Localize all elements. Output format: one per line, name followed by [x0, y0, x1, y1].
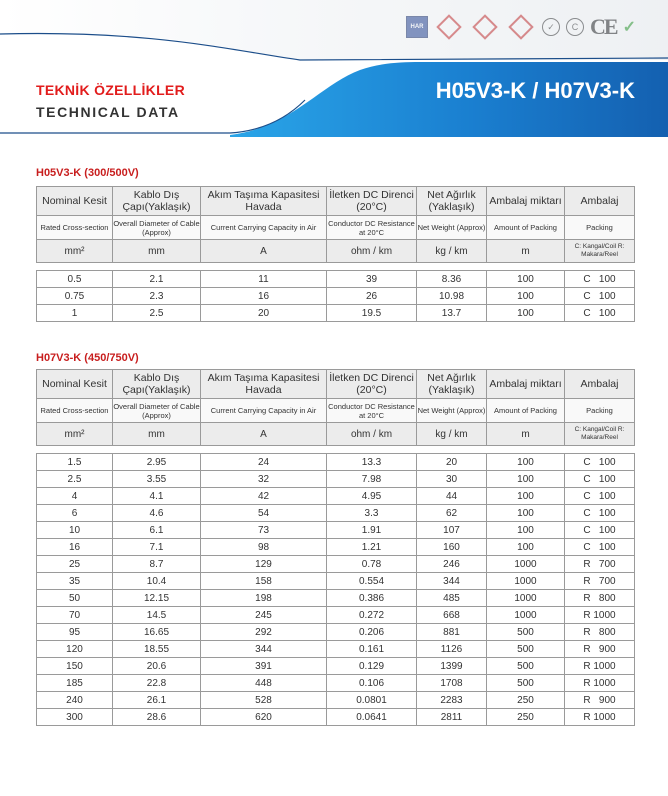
column-unit: mm² — [37, 423, 113, 446]
table-cell: C 100 — [565, 505, 635, 522]
table-body — [37, 271, 635, 322]
column-subheader: Packing — [565, 399, 635, 423]
table-row — [37, 556, 635, 573]
column-unit: mm² — [37, 240, 113, 263]
column-unit: m — [487, 423, 565, 446]
column-header: İletken DC Direnci (20°C) — [327, 370, 417, 399]
header-banner — [0, 0, 668, 150]
table-cell: 0.75 — [37, 288, 113, 305]
table-cell: 0.272 — [327, 607, 417, 624]
table-cell: 98 — [201, 539, 327, 556]
column-subheader: Current Carrying Capacity in Air — [201, 399, 327, 423]
table-row — [37, 658, 635, 675]
table-cell: 2.95 — [113, 454, 201, 471]
table-row — [37, 271, 635, 288]
table-row — [37, 607, 635, 624]
title-turkish: TEKNİK ÖZELLİKLER — [36, 82, 185, 98]
table-cell: R 900 — [565, 692, 635, 709]
table-cell: 18.55 — [113, 641, 201, 658]
table-cell: 120 — [37, 641, 113, 658]
table-cell: 44 — [417, 488, 487, 505]
table-row — [37, 305, 635, 322]
table-cell: 26.1 — [113, 692, 201, 709]
table-cell: 2.5 — [113, 305, 201, 322]
table-cell: 1399 — [417, 658, 487, 675]
column-subheader: Amount of Packing — [487, 216, 565, 240]
column-header: Nominal Kesit — [37, 187, 113, 216]
table-cell: R 1000 — [565, 658, 635, 675]
table-cell: R 1000 — [565, 607, 635, 624]
column-subheader: Rated Cross-section — [37, 216, 113, 240]
table-cell: 2.5 — [37, 471, 113, 488]
table-cell: 26 — [327, 288, 417, 305]
table-row — [37, 709, 635, 726]
table-cell: 1708 — [417, 675, 487, 692]
table-cell: 0.206 — [327, 624, 417, 641]
table-cell: C 100 — [565, 271, 635, 288]
table-cell: 100 — [487, 471, 565, 488]
column-unit: A — [201, 240, 327, 263]
column-header: Ambalaj — [565, 370, 635, 399]
table-cell: R 700 — [565, 556, 635, 573]
column-unit: mm — [113, 423, 201, 446]
table-cell: 0.129 — [327, 658, 417, 675]
table-cell: 100 — [487, 539, 565, 556]
table-cell: 500 — [487, 658, 565, 675]
table-row — [37, 454, 635, 471]
table-cell: 19.5 — [327, 305, 417, 322]
column-unit: C: Kangal/Coil R: Makara/Reel — [565, 423, 635, 446]
table-cell: 20.6 — [113, 658, 201, 675]
column-header: Net Ağırlık (Yaklaşık) — [417, 370, 487, 399]
table-cell: 16.65 — [113, 624, 201, 641]
table-cell: 500 — [487, 624, 565, 641]
table-cell: 150 — [37, 658, 113, 675]
table-cell: 100 — [487, 288, 565, 305]
table-cell: 2.1 — [113, 271, 201, 288]
table-cell: C 100 — [565, 539, 635, 556]
table-cell: 73 — [201, 522, 327, 539]
table-cell: C 100 — [565, 471, 635, 488]
table-cell: 100 — [487, 505, 565, 522]
spec-table-h07v3k — [36, 369, 635, 726]
table-cell: 198 — [201, 590, 327, 607]
table-cell: 0.554 — [327, 573, 417, 590]
table-cell: 668 — [417, 607, 487, 624]
table-cell: 62 — [417, 505, 487, 522]
table-cell: 391 — [201, 658, 327, 675]
column-header: Ambalaj miktarı — [487, 187, 565, 216]
table-cell: 4.95 — [327, 488, 417, 505]
column-subheader: Overall Diameter of Cable (Approx) — [113, 399, 201, 423]
table-cell: 100 — [487, 305, 565, 322]
table-cell: 1000 — [487, 607, 565, 624]
table-cell: 22.8 — [113, 675, 201, 692]
table-cell: 35 — [37, 573, 113, 590]
table-cell: 344 — [417, 573, 487, 590]
table-cell: 13.3 — [327, 454, 417, 471]
column-unit: ohm / km — [327, 423, 417, 446]
table-cell: 24 — [201, 454, 327, 471]
table-cell: 2811 — [417, 709, 487, 726]
table-cell: 245 — [201, 607, 327, 624]
table-cell: 881 — [417, 624, 487, 641]
table-cell: 500 — [487, 675, 565, 692]
table-row — [37, 590, 635, 607]
table-cell: 0.5 — [37, 271, 113, 288]
column-header: Kablo Dış Çapı(Yaklaşık) — [113, 187, 201, 216]
column-subheader: Net Weight (Approx) — [417, 216, 487, 240]
table-cell: 292 — [201, 624, 327, 641]
table-cell: 100 — [487, 522, 565, 539]
table-cell: 240 — [37, 692, 113, 709]
column-unit: kg / km — [417, 240, 487, 263]
table-cell: 2.3 — [113, 288, 201, 305]
column-unit: C: Kangal/Coil R: Makara/Reel — [565, 240, 635, 263]
table-row — [37, 539, 635, 556]
table-cell: 13.7 — [417, 305, 487, 322]
column-header: Net Ağırlık (Yaklaşık) — [417, 187, 487, 216]
table-row — [37, 288, 635, 305]
table-cell: 185 — [37, 675, 113, 692]
column-header: Kablo Dış Çapı(Yaklaşık) — [113, 370, 201, 399]
table-cell: 1000 — [487, 590, 565, 607]
table-cell: 16 — [37, 539, 113, 556]
table-cell: 500 — [487, 641, 565, 658]
column-unit: mm — [113, 240, 201, 263]
table-cell: 448 — [201, 675, 327, 692]
table-cell: 14.5 — [113, 607, 201, 624]
table-cell: 54 — [201, 505, 327, 522]
table-cell: 1126 — [417, 641, 487, 658]
table-row — [37, 522, 635, 539]
table-cell: 129 — [201, 556, 327, 573]
column-unit: A — [201, 423, 327, 446]
table-cell: 8.36 — [417, 271, 487, 288]
table-cell: 485 — [417, 590, 487, 607]
table-cell: C 100 — [565, 488, 635, 505]
column-subheader: Conductor DC Resistance at 20°C — [327, 399, 417, 423]
spec-table-h05v3k — [36, 186, 635, 322]
table-cell: 70 — [37, 607, 113, 624]
column-header: Akım Taşıma Kapasitesi Havada — [201, 370, 327, 399]
table-cell: 1.91 — [327, 522, 417, 539]
table-cell: 20 — [417, 454, 487, 471]
table-row — [37, 675, 635, 692]
column-unit: ohm / km — [327, 240, 417, 263]
table-cell: 4 — [37, 488, 113, 505]
section-title-h05v3k: H05V3-K (300/500V) — [36, 167, 139, 179]
table-cell: 16 — [201, 288, 327, 305]
column-header: Nominal Kesit — [37, 370, 113, 399]
column-subheader: Net Weight (Approx) — [417, 399, 487, 423]
table-cell: 32 — [201, 471, 327, 488]
table-cell: 95 — [37, 624, 113, 641]
table-cell: 10 — [37, 522, 113, 539]
table-cell: 100 — [487, 271, 565, 288]
table-row — [37, 692, 635, 709]
table-cell: R 1000 — [565, 709, 635, 726]
table-cell: 11 — [201, 271, 327, 288]
table-cell: 0.78 — [327, 556, 417, 573]
table-cell: 3.55 — [113, 471, 201, 488]
column-subheader: Rated Cross-section — [37, 399, 113, 423]
table-cell: 3.3 — [327, 505, 417, 522]
table-row — [37, 641, 635, 658]
column-header: Ambalaj miktarı — [487, 370, 565, 399]
table-cell: 0.0641 — [327, 709, 417, 726]
table-cell: 344 — [201, 641, 327, 658]
column-subheader: Conductor DC Resistance at 20°C — [327, 216, 417, 240]
table-cell: 25 — [37, 556, 113, 573]
table-cell: 6.1 — [113, 522, 201, 539]
table-cell: 30 — [417, 471, 487, 488]
table-cell: C 100 — [565, 305, 635, 322]
column-header: İletken DC Direnci (20°C) — [327, 187, 417, 216]
table-row — [37, 505, 635, 522]
column-header: Akım Taşıma Kapasitesi Havada — [201, 187, 327, 216]
table-cell: 300 — [37, 709, 113, 726]
table-cell: 2283 — [417, 692, 487, 709]
table-cell: 50 — [37, 590, 113, 607]
table-cell: 28.6 — [113, 709, 201, 726]
title-english: TECHNICAL DATA — [36, 104, 180, 120]
table-cell: R 1000 — [565, 675, 635, 692]
column-subheader: Current Carrying Capacity in Air — [201, 216, 327, 240]
table-cell: R 800 — [565, 624, 635, 641]
table-cell: 0.0801 — [327, 692, 417, 709]
table-cell: R 900 — [565, 641, 635, 658]
table-cell: 160 — [417, 539, 487, 556]
table-cell: C 100 — [565, 288, 635, 305]
column-subheader: Amount of Packing — [487, 399, 565, 423]
table-cell: 528 — [201, 692, 327, 709]
table-cell: 0.106 — [327, 675, 417, 692]
column-subheader: Packing — [565, 216, 635, 240]
table-cell: 7.98 — [327, 471, 417, 488]
table-cell: 1000 — [487, 556, 565, 573]
column-header: Ambalaj — [565, 187, 635, 216]
table-cell: 10.98 — [417, 288, 487, 305]
table-cell: 42 — [201, 488, 327, 505]
table-row — [37, 471, 635, 488]
table-cell: C 100 — [565, 454, 635, 471]
table-row — [37, 624, 635, 641]
table-row — [37, 573, 635, 590]
table-cell: 1 — [37, 305, 113, 322]
table-cell: 39 — [327, 271, 417, 288]
table-cell: 4.1 — [113, 488, 201, 505]
section-title-h07v3k: H07V3-K (450/750V) — [36, 352, 139, 364]
table-cell: 8.7 — [113, 556, 201, 573]
table-cell: 6 — [37, 505, 113, 522]
column-unit: kg / km — [417, 423, 487, 446]
table-cell: 100 — [487, 488, 565, 505]
table-cell: R 800 — [565, 590, 635, 607]
table-cell: R 700 — [565, 573, 635, 590]
table-row — [37, 488, 635, 505]
table-cell: 4.6 — [113, 505, 201, 522]
column-subheader: Overall Diameter of Cable (Approx) — [113, 216, 201, 240]
table-cell: C 100 — [565, 522, 635, 539]
table-cell: 620 — [201, 709, 327, 726]
table-cell: 7.1 — [113, 539, 201, 556]
table-cell: 10.4 — [113, 573, 201, 590]
table-cell: 250 — [487, 709, 565, 726]
table-cell: 0.161 — [327, 641, 417, 658]
table-cell: 107 — [417, 522, 487, 539]
table-body — [37, 454, 635, 726]
product-code: H05V3-K / H07V3-K — [435, 78, 635, 103]
table-cell: 100 — [487, 454, 565, 471]
table-cell: 1.5 — [37, 454, 113, 471]
table-cell: 246 — [417, 556, 487, 573]
table-cell: 12.15 — [113, 590, 201, 607]
table-cell: 158 — [201, 573, 327, 590]
table-cell: 250 — [487, 692, 565, 709]
column-unit: m — [487, 240, 565, 263]
table-cell: 0.386 — [327, 590, 417, 607]
table-cell: 20 — [201, 305, 327, 322]
table-cell: 1000 — [487, 573, 565, 590]
table-cell: 1.21 — [327, 539, 417, 556]
